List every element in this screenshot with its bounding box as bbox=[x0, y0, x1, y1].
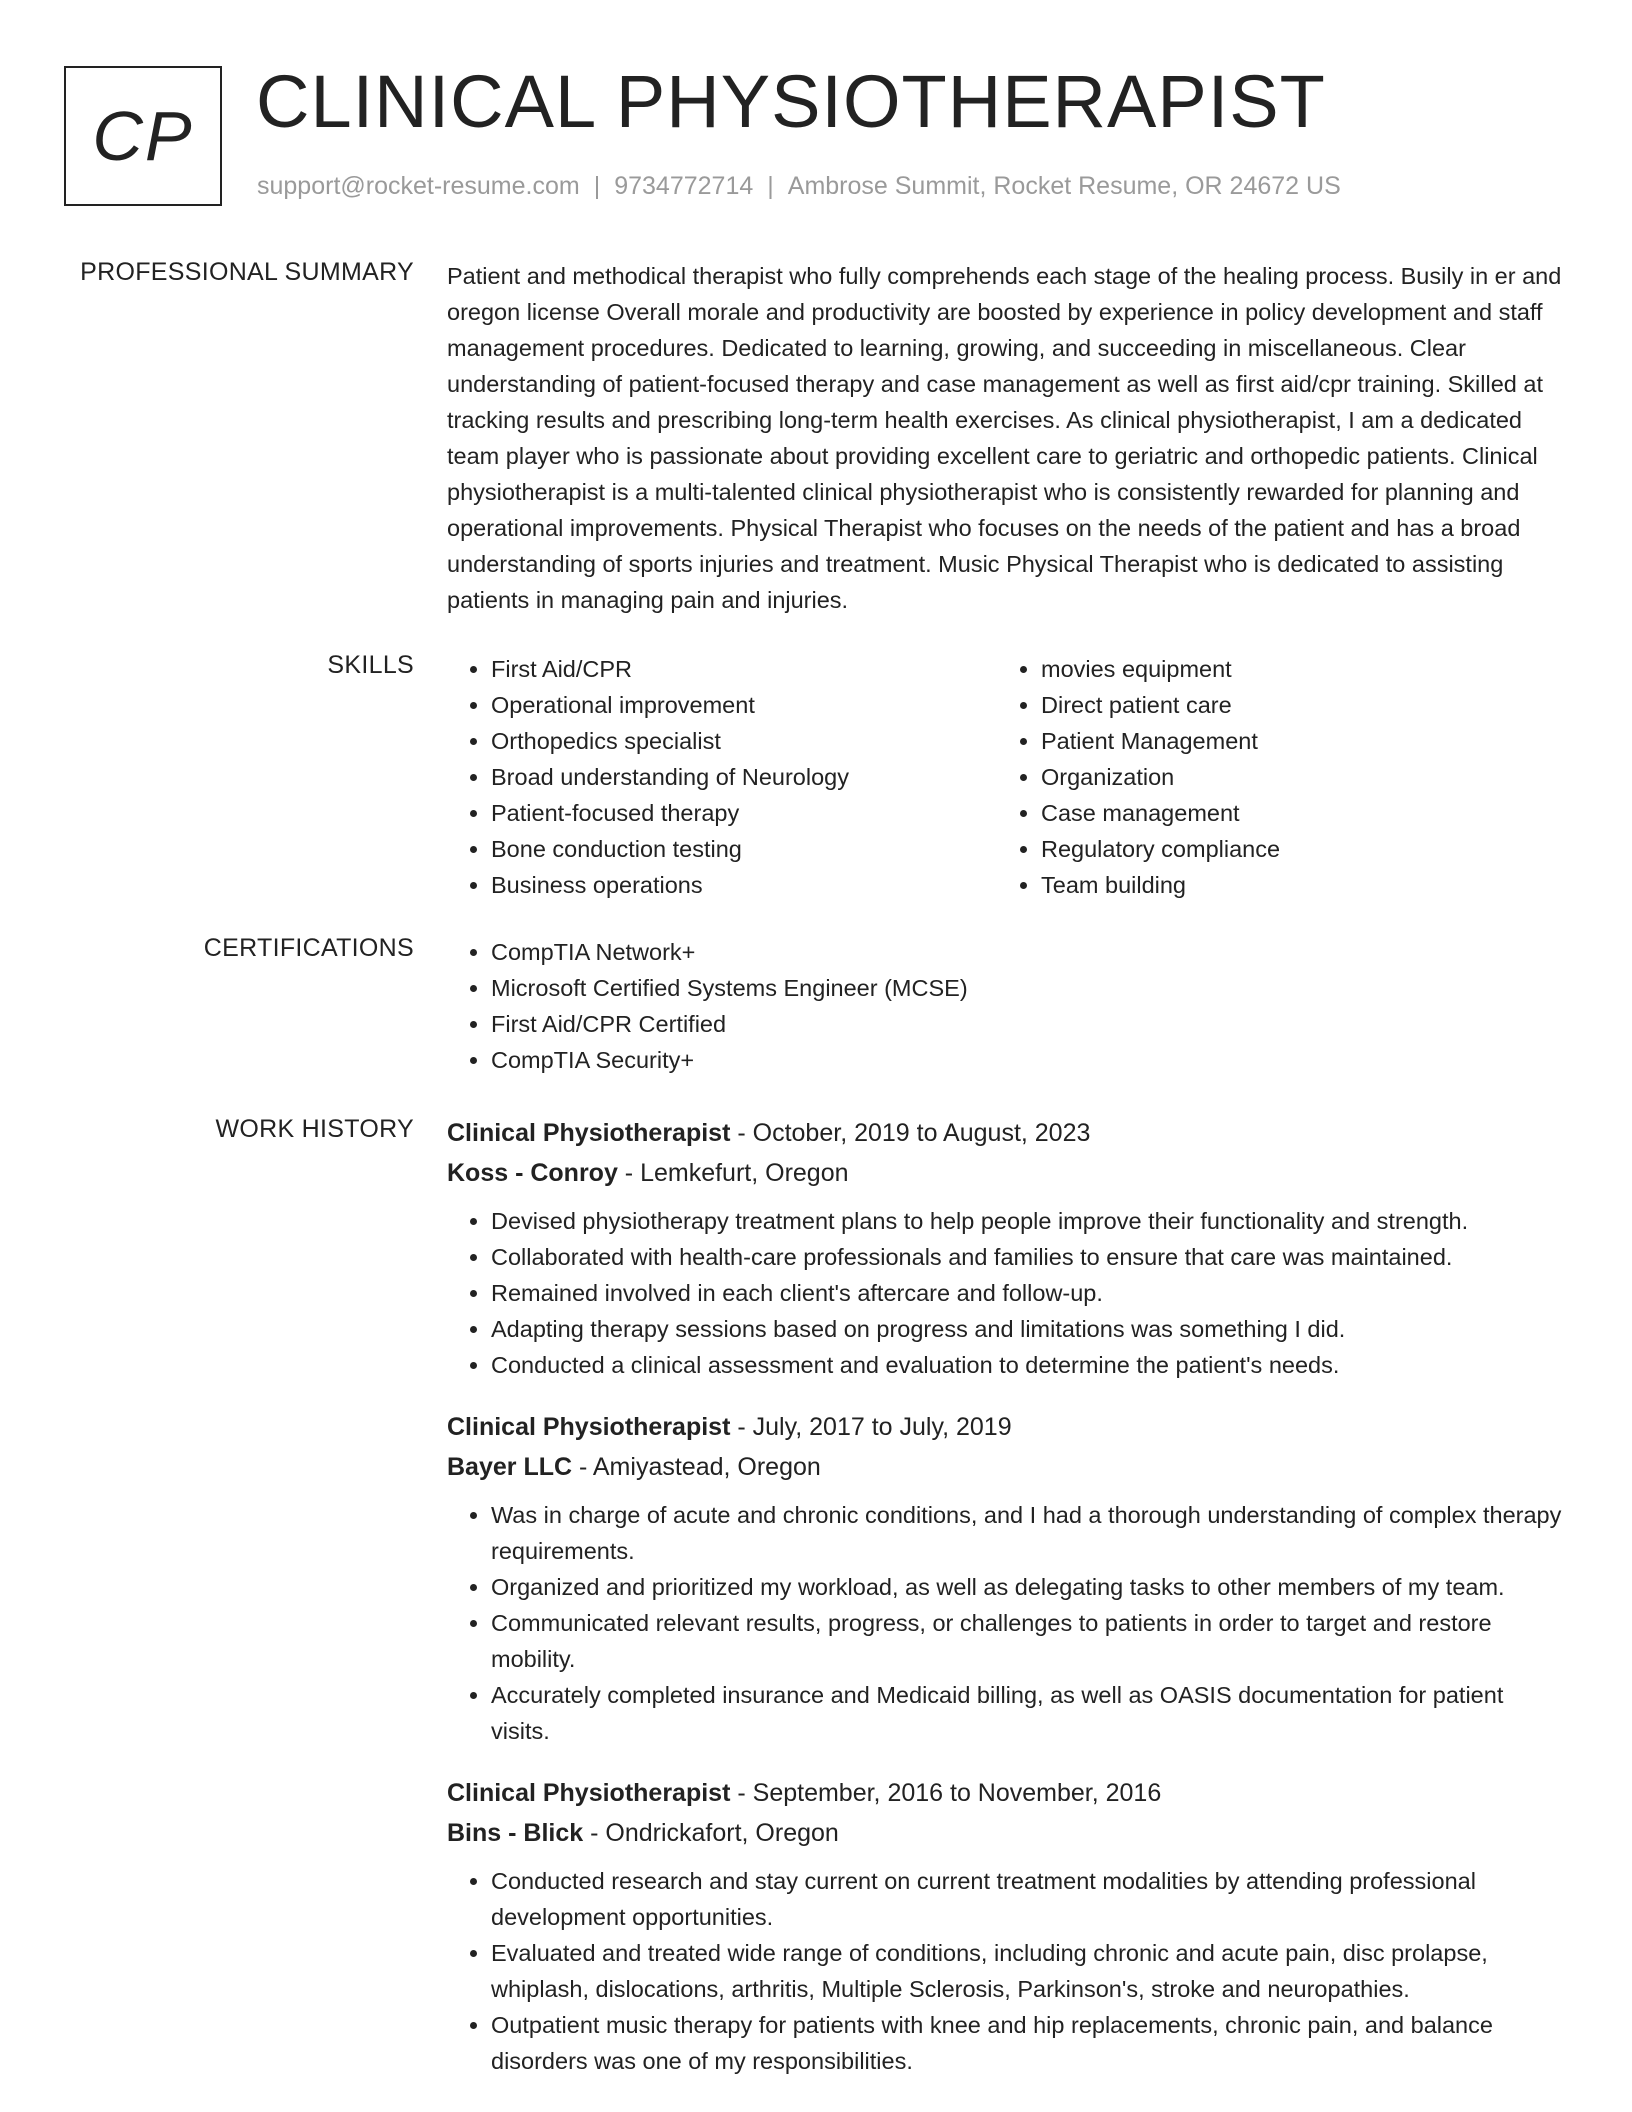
skill-item: • Broad understanding of Neurology bbox=[491, 759, 997, 795]
skills-heading: SKILLS bbox=[327, 651, 414, 679]
job-bullet: • Conducted a clinical assessment and evaluation to determine the patient's needs. bbox=[491, 1347, 1567, 1383]
job-bullet: • Was in charge of acute and chronic conditions, and I had a thorough understanding of complex therapy requirements. bbox=[491, 1497, 1567, 1569]
skill-item: • Bone conduction testing bbox=[491, 831, 997, 867]
job-bullet: • Conducted research and stay current on current treatment modalities by attending professional development opportunities. bbox=[491, 1863, 1567, 1935]
skill-item: • Operational improvement bbox=[491, 687, 997, 723]
certification-item: • First Aid/CPR Certified bbox=[491, 1006, 1567, 1042]
job-company-line bbox=[447, 1813, 1567, 1853]
job-bullet: • Outpatient music therapy for patients with knee and hip replacements, chronic pain, and balance disorders was one of my responsibilities. bbox=[491, 2007, 1567, 2079]
certification-item: • CompTIA Security+ bbox=[491, 1042, 1567, 1078]
job-title-line bbox=[447, 1407, 1567, 1447]
job-bullet: • Devised physiotherapy treatment plans to help people improve their functionality and strength. bbox=[491, 1203, 1567, 1239]
skill-item: • Team building bbox=[1041, 867, 1547, 903]
job-bullet: • Collaborated with health-care professionals and families to ensure that care was maintained. bbox=[491, 1239, 1567, 1275]
job-location: - Ondrickafort, Oregon bbox=[583, 1819, 839, 1847]
skill-item: • First Aid/CPR bbox=[491, 651, 997, 687]
company-name: Bayer LLC bbox=[447, 1453, 573, 1481]
job-entry bbox=[447, 1407, 1567, 1749]
job-location: - Amiyastead, Oregon bbox=[572, 1453, 821, 1481]
skill-item: • Regulatory compliance bbox=[1041, 831, 1547, 867]
job-dates: - October, 2019 to August, 2023 bbox=[730, 1119, 1091, 1147]
certifications-heading: CERTIFICATIONS bbox=[203, 934, 414, 962]
email-link[interactable]: support@rocket-resume.com bbox=[257, 172, 580, 200]
certification-item: • CompTIA Network+ bbox=[491, 934, 1567, 970]
summary-heading: PROFESSIONAL SUMMARY bbox=[80, 258, 414, 286]
contact-line bbox=[257, 172, 1341, 201]
page-title: CLINICAL PHYSIOTHERAPIST bbox=[256, 60, 1326, 143]
certifications-section bbox=[447, 934, 1567, 1078]
job-entry bbox=[447, 1773, 1567, 2079]
skills-column-left bbox=[447, 651, 997, 903]
job-title: Clinical Physiotherapist bbox=[447, 1413, 731, 1441]
skill-item: • Patient Management bbox=[1041, 723, 1547, 759]
skill-item: • Orthopedics specialist bbox=[491, 723, 997, 759]
job-company-line bbox=[447, 1447, 1567, 1487]
phone-number: 9734772714 bbox=[614, 172, 754, 200]
job-title: Clinical Physiotherapist bbox=[447, 1119, 731, 1147]
summary-text: Patient and methodical therapist who fully comprehends each stage of the healing process. Busily in er and oregon license Overall morale and productivity are boosted by experience in policy development and staff management procedures. Dedicated to learning, growing, and succeeding in miscellaneous. Clear understanding of patient-focused therapy and case management as well as first aid/cpr training. Skilled at tracking results and prescribing long-term health exercises. As clinical physiotherapist, I am a dedicated team player who is passionate about providing excellent care to geriatric and orthopedic patients. Clinical physiotherapist is a multi-talented clinical physiotherapist who is consistently rewarded for planning and operational improvements. Physical Therapist who focuses on the needs of the patient and has a broad understanding of sports injuries and treatment. Music Physical Therapist who is dedicated to assisting patients in managing pain and injuries. bbox=[447, 263, 1562, 613]
job-bullet: • Accurately completed insurance and Medicaid billing, as well as OASIS documentation for patient visits. bbox=[491, 1677, 1567, 1749]
skills-section bbox=[447, 651, 1567, 903]
skill-item: • Case management bbox=[1041, 795, 1547, 831]
skill-item: • Business operations bbox=[491, 867, 997, 903]
job-title-line bbox=[447, 1113, 1567, 1153]
company-name: Koss - Conroy bbox=[447, 1159, 618, 1187]
job-bullet: • Communicated relevant results, progress, or challenges to patients in order to target and restore mobility. bbox=[491, 1605, 1567, 1677]
job-dates: - July, 2017 to July, 2019 bbox=[730, 1413, 1012, 1441]
skill-item: • Organization bbox=[1041, 759, 1547, 795]
job-bullet: • Remained involved in each client's aftercare and follow-up. bbox=[491, 1275, 1567, 1311]
job-company-line bbox=[447, 1153, 1567, 1193]
job-dates: - September, 2016 to November, 2016 bbox=[730, 1779, 1162, 1807]
work-history-section bbox=[447, 1113, 1567, 2103]
skill-item: • movies equipment bbox=[1041, 651, 1547, 687]
job-title-line bbox=[447, 1773, 1567, 1813]
summary-section bbox=[447, 258, 1567, 618]
job-title: Clinical Physiotherapist bbox=[447, 1779, 731, 1807]
skill-item: • Direct patient care bbox=[1041, 687, 1547, 723]
job-location: - Lemkefurt, Oregon bbox=[617, 1159, 849, 1187]
monogram-logo: CP bbox=[64, 66, 222, 206]
job-entry bbox=[447, 1113, 1567, 1383]
skills-column-right bbox=[997, 651, 1547, 903]
certification-item: • Microsoft Certified Systems Engineer (MCSE) bbox=[491, 970, 1567, 1006]
job-bullet: • Evaluated and treated wide range of conditions, including chronic and acute pain, disc prolapse, whiplash, dislocations, arthritis, Multiple Sclerosis, Parkinson's, stroke and neuropathies. bbox=[491, 1935, 1567, 2007]
job-bullet: • Adapting therapy sessions based on progress and limitations was something I did. bbox=[491, 1311, 1567, 1347]
job-bullet: • Organized and prioritized my workload, as well as delegating tasks to other members of my team. bbox=[491, 1569, 1567, 1605]
skill-item: • Patient-focused therapy bbox=[491, 795, 997, 831]
work-history-heading: WORK HISTORY bbox=[215, 1115, 414, 1143]
address: Ambrose Summit, Rocket Resume, OR 24672 US bbox=[787, 172, 1341, 200]
company-name: Bins - Blick bbox=[447, 1819, 584, 1847]
contact-separator: | bbox=[593, 172, 601, 200]
contact-separator: | bbox=[767, 172, 774, 200]
